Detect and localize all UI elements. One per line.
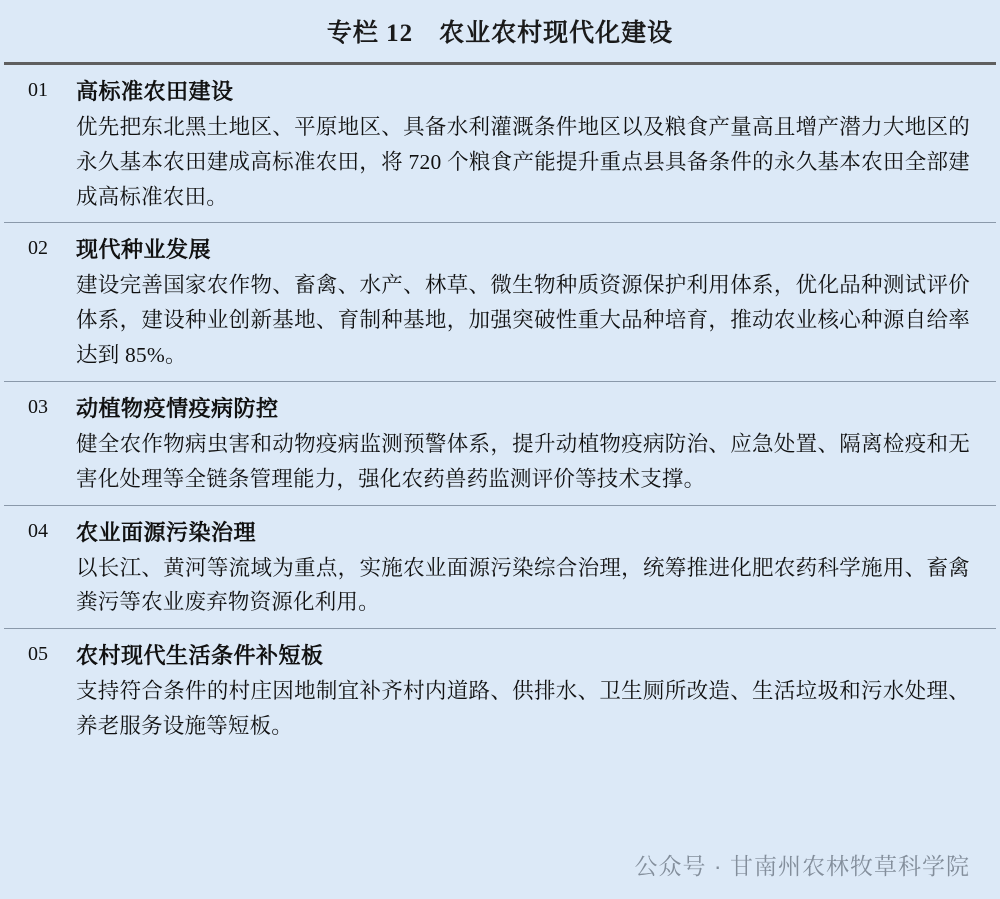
- item-heading: 高标准农田建设: [76, 79, 234, 104]
- panel-title-text: 农业农村现代化建设: [439, 20, 674, 47]
- item-number: 05: [28, 643, 48, 666]
- item-number: 01: [28, 79, 48, 101]
- item-body: [76, 516, 982, 621]
- list-item: [0, 382, 1000, 505]
- item-text: 建设完善国家农作物、畜禽、水产、林草、微生物种质资源保护利用体系，优化品种测试评价体系，建设种业创新基地、育制种基地，加强突破性重大品种培育，推动农业核心种源自给率达到 85%。: [76, 273, 970, 368]
- page-title: [0, 0, 1000, 62]
- list-item: [0, 506, 1000, 629]
- item-body: [76, 639, 982, 744]
- item-body: [76, 233, 982, 372]
- item-number: 02: [28, 237, 48, 260]
- item-text: 以长江、黄河等流域为重点，实施农业面源污染综合治理，统筹推进化肥农药科学施用、畜禽粪污等农业废弃物资源化利用。: [76, 555, 970, 615]
- item-list: [0, 65, 1000, 752]
- item-body: [76, 75, 982, 214]
- item-text: 优先把东北黑土地区、平原地区、具备水利灌溉条件地区以及粮食产量高且增产潜力大地区的永久基本农田建成高标准农田，将 720 个粮食产能提升重点县具备条件的永久基本农田全部建成高标准农田。: [76, 115, 970, 209]
- item-heading: 动植物疫情疫病防控: [76, 395, 279, 421]
- item-heading: 现代种业发展: [76, 237, 212, 263]
- list-item: [0, 629, 1000, 752]
- item-body: [76, 392, 982, 497]
- item-number: 03: [28, 395, 48, 418]
- item-number: 04: [28, 519, 48, 542]
- item-text: 支持符合条件的村庄因地制宜补齐村内道路、供排水、卫生厕所改造、生活垃圾和污水处理、养老服务设施等短板。: [76, 679, 970, 739]
- item-text: 健全农作物病虫害和动物疫病监测预警体系，提升动植物疫病防治、应急处置、隔离检疫和无害化处理等全链条管理能力，强化农药兽药监测评价等技术支撑。: [76, 431, 970, 491]
- watermark-text: 公众号 · 甘南州农林牧草科学院: [634, 853, 970, 879]
- panel-title-number: 专栏 12: [326, 20, 414, 47]
- item-heading: 农村现代生活条件补短板: [76, 643, 324, 669]
- list-item: [0, 65, 1000, 222]
- list-item: [0, 223, 1000, 380]
- item-heading: 农业面源污染治理: [76, 519, 257, 545]
